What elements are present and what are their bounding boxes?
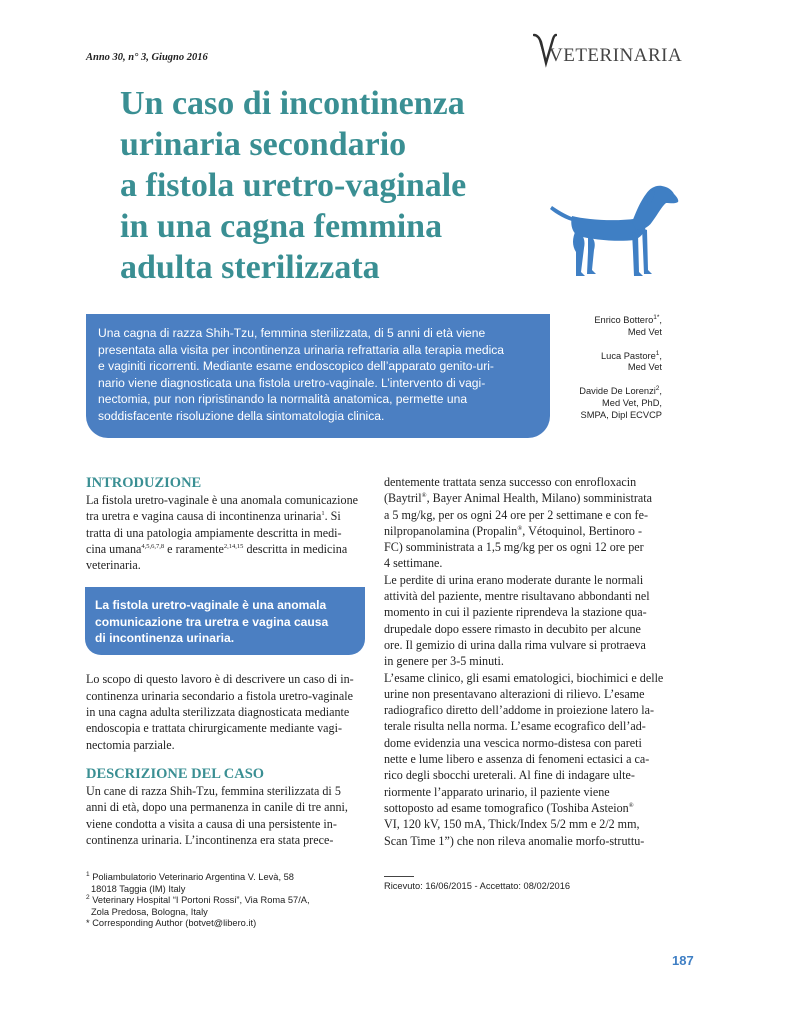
dog-silhouette-icon [548, 182, 680, 280]
text-span: tra uretra e vagina causa di incontinenza urinaria [86, 509, 322, 524]
title-line: adulta sterilizzata [120, 249, 380, 286]
body-line: FC) somministrata a 1,5 mg/kg per os ogni 12 ore per [384, 540, 644, 555]
body-line: attività del paziente, mentre risultavano abbondanti nel [384, 589, 650, 604]
author-degrees: Med Vet, PhD, [602, 397, 662, 408]
author-degrees: SMPA, Dipl ECVCP [580, 409, 662, 420]
footnote-mark: 1 [86, 870, 90, 878]
author-name-suffix: , [659, 350, 662, 361]
right-column [384, 474, 666, 849]
body-line: Scan Time 1”) che non rileva anomalie morfo-struttu- [384, 833, 645, 848]
body-line: Le perdite di urina erano moderate durante le normali [384, 572, 644, 587]
text-span: (Baytril [384, 491, 422, 506]
author-degrees: Med Vet [627, 326, 662, 337]
author-affiliation-mark: 1* [653, 313, 660, 321]
body-line [384, 490, 666, 506]
text-span: e raramente [164, 541, 224, 556]
citation-mark: 1 [321, 510, 325, 518]
text-span: descritta in medicina [243, 541, 348, 556]
body-line [86, 508, 366, 524]
text-span: , Vétoquinol, Bertinoro - [522, 523, 642, 538]
footnote-mark: * [86, 918, 90, 929]
author-affiliation-mark: 1 [655, 349, 660, 357]
text-span: . Si [324, 509, 341, 524]
body-line: Lo scopo di questo lavoro è di descrivere un caso di in- [86, 672, 354, 687]
title-line: Un caso di incontinenza [120, 85, 465, 122]
body-line: riormente l’apparato urinario, il paziente viene [384, 784, 610, 799]
body-line: radiografico diretto dell’addome in proiezione latero la- [384, 703, 654, 718]
journal-logo [533, 33, 683, 71]
body-line [384, 800, 666, 816]
registered-mark: ® [421, 492, 427, 500]
footnote-text: Corresponding Author (botvet@libero.it) [92, 918, 257, 929]
body-line: tratta di una patologia ampiamente descritta in medi- [86, 525, 342, 540]
registered-mark: ® [628, 801, 634, 809]
pull-quote-box [85, 587, 365, 655]
author-name-suffix: , [659, 386, 662, 397]
body-line: nette e lume libero e assenza di fenomeni ectasici a ca- [384, 752, 650, 767]
abstract-line: Una cagna di razza Shih-Tzu, femmina sterilizzata, di 5 anni di età viene [98, 326, 486, 340]
title-line: a fistola uretro-vaginale [120, 167, 467, 204]
body-line: rico degli sbocchi ureterali. Al fine di indagare ulte- [384, 768, 635, 783]
body-line: dentemente trattata senza successo con enrofloxacin [384, 475, 637, 489]
footnote-line [86, 872, 366, 884]
body-line: dome evidenzia una vescica normo-distesa con pareti [384, 735, 642, 750]
affiliation-footnotes [86, 872, 366, 930]
journal-name: VETERINARIA [549, 45, 683, 66]
author-name: Luca Pastore [600, 350, 656, 361]
text-span: nilpropanolamina (Propalin [384, 523, 518, 538]
body-line: La fistola uretro-vaginale è una anomala comunicazione [86, 493, 358, 507]
title-line: in una cagna femmina [120, 208, 443, 245]
section-heading-case: DESCRIZIONE DEL CASO [86, 765, 265, 782]
footnote-mark: 2 [86, 894, 90, 902]
body-line: momento in cui il paziente riprendeva la stazione qua- [384, 605, 647, 620]
registered-mark: ® [517, 524, 523, 532]
author-name: Davide De Lorenzi [579, 386, 656, 397]
abstract-line: e vaginiti ricorrenti. Mediante esame endoscopico dell’apparato genito-uri- [98, 359, 494, 374]
author-name: Enrico Bottero [594, 315, 654, 325]
author-entry [560, 386, 662, 421]
pull-quote-line: La fistola uretro-vaginale è una anomala [95, 598, 327, 612]
section-spacer [86, 753, 366, 765]
title-line: urinaria secondario [120, 126, 407, 163]
abstract-line: nectomia, pur non ripristinando la normalità anatomica, permette una [98, 392, 468, 407]
body-line: endoscopia e trattata chirurgicamente mediante vagi- [86, 721, 342, 736]
left-column [86, 474, 366, 848]
citation-mark: 4,5,6,7,8 [141, 542, 165, 550]
received-divider [384, 876, 414, 877]
abstract-line: soddisfacente risoluzione della sintomatologia clinica. [98, 408, 385, 423]
footnote-line [86, 895, 366, 907]
body-line: a 5 mg/kg, per os ogni 24 ore per 2 settimane e con fe- [384, 507, 648, 522]
body-line [86, 541, 366, 557]
body-line: drupedale dopo essere rimasto in decubito per alcune [384, 621, 641, 636]
body-line: VI, 120 kV, 150 mA, Thick/Index 5/2 mm e 2/2 mm, [384, 817, 640, 832]
author-degrees: Med Vet [627, 362, 662, 373]
abstract-box [86, 314, 550, 438]
received-accepted-dates: Ricevuto: 16/06/2015 - Accettato: 08/02/2016 [384, 881, 571, 891]
article-title [120, 83, 560, 288]
body-line: ore. Il gemizio di urina dalla rima vulvare si protraeva [384, 637, 646, 652]
footnote-line [86, 918, 366, 930]
author-entry [560, 315, 662, 339]
footnote-text: Veterinary Hospital “I Portoni Rossi”, Via Roma 57/A, [92, 895, 310, 906]
section-heading-introduction: INTRODUZIONE [86, 475, 202, 491]
text-span: , Bayer Animal Health, Milano) somministrata [426, 491, 652, 506]
abstract-line: nario viene diagnosticata una fistola uretro-vaginale. L’intervento di vagi- [98, 375, 486, 390]
text-span: cina umana [86, 541, 142, 556]
body-line: anni di età, dopo una permanenza in canile di tre anni, [86, 800, 348, 815]
body-line [384, 523, 666, 539]
footnote-line: Zola Predosa, Bologna, Italy [91, 906, 208, 917]
author-entry [560, 351, 662, 375]
body-line: 4 settimane. [384, 556, 443, 571]
issue-info: Anno 30, n° 3, Giugno 2016 [86, 52, 208, 63]
body-line: Un cane di razza Shih-Tzu, femmina sterilizzata di 5 [86, 783, 341, 798]
body-line: terale risulta nella norma. L’esame ecografico dell’ad- [384, 719, 646, 734]
body-line: continenza urinaria. L’incontinenza era stata prece- [86, 832, 334, 847]
footnote-line: 18018 Taggia (IM) Italy [91, 883, 186, 894]
body-line: continenza urinaria secondario a fistola uretro-vaginale [86, 688, 353, 703]
body-line: L’esame clinico, gli esami ematologici, biochimici e delle [384, 670, 664, 685]
author-affiliation-mark: 2 [655, 385, 660, 393]
author-list [560, 315, 662, 434]
footnote-text: Poliambulatorio Veterinario Argentina V. Levà, 58 [92, 872, 294, 882]
body-line: in genere per 3-5 minuti. [384, 654, 504, 669]
author-name-suffix: , [659, 315, 662, 325]
body-line: urine non presentavano alterazioni di rilievo. L’esame [384, 686, 645, 701]
pull-quote-line: di incontinenza urinaria. [95, 631, 235, 645]
body-line: nectomia parziale. [86, 737, 175, 752]
page-number: 187 [672, 953, 694, 968]
citation-mark: 2,14,15 [223, 542, 244, 550]
text-span: sottoposto ad esame tomografico (Toshiba Asteion [384, 800, 629, 815]
body-line: in una cagna adulta sterilizzata diagnosticata mediante [86, 705, 350, 720]
pull-quote-line: comunicazione tra uretra e vagina causa [95, 614, 329, 629]
abstract-line: presentata alla visita per incontinenza urinaria refrattaria alla terapia medica [98, 342, 505, 357]
body-line: veterinaria. [86, 558, 141, 573]
body-line: viene condotta a visita a causa di una persistente in- [86, 816, 337, 831]
